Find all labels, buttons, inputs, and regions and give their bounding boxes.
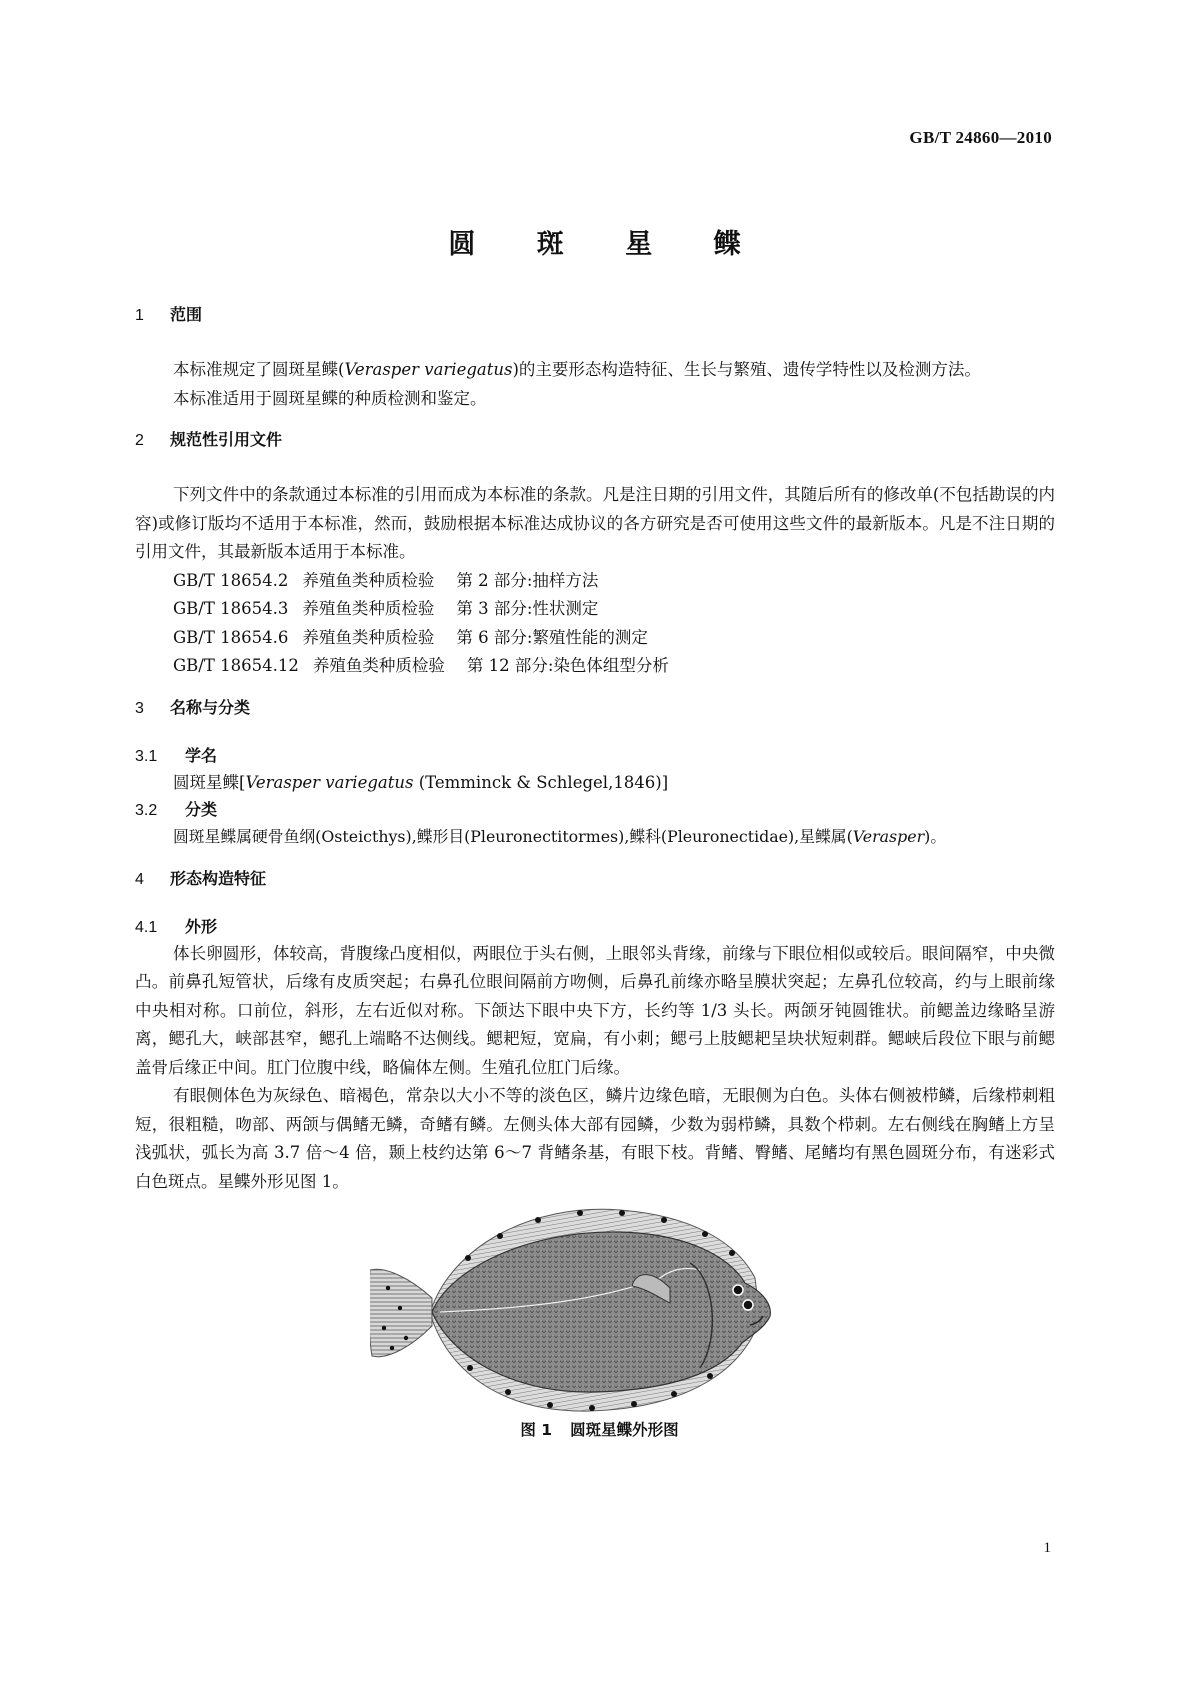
section-2-heading xyxy=(135,427,1055,453)
figure-caption xyxy=(0,1418,1191,1440)
section-title: 名称与分类 xyxy=(170,697,251,717)
subsection-number: 4.1 xyxy=(135,918,158,936)
scientific-name: Verasper variegatus xyxy=(344,360,513,379)
subsection-number: 3.1 xyxy=(135,747,158,765)
reference-code: GB/T 18654.2 xyxy=(173,570,289,590)
reference-item xyxy=(135,652,1055,681)
section-number: 2 xyxy=(135,432,144,449)
reference-title: 养殖鱼类种质检验 xyxy=(302,599,435,618)
subsection-title: 分类 xyxy=(185,800,218,819)
page-number: 1 xyxy=(1043,1540,1051,1556)
section-title: 规范性引用文件 xyxy=(170,430,283,449)
reference-title: 养殖鱼类种质检验 xyxy=(302,570,435,590)
section-2-paragraph-1: 下列文件中的条款通过本标准的引用而成为本标准的条款。凡是注日期的引用文件，其随后所有的修改单(不包括勘误的内容)或修订版均不适用于本标准，然而，鼓励根据本标准达成协议的各方研究是否可使用这些文件的最新版本。凡是不注日期的引用文件，其最新版本适用于本标准。 xyxy=(135,485,1055,561)
scientific-name-line xyxy=(135,769,1055,798)
section-number: 1 xyxy=(135,307,144,324)
figure-caption-text: 圆斑星鲽外形图 xyxy=(570,1421,679,1439)
section-3-heading xyxy=(135,695,1055,721)
section-4-1-paragraph-2: 有眼侧体色为灰绿色、暗褐色，常杂以大小不等的淡色区，鳞片边缘色暗，无眼侧为白色。头体右侧被栉鳞，后缘栉刺粗短，很粗糙，吻部、两颌与偶鳍无鳞，奇鳍有鳞。左侧头体大部有园鳞，少数为弱栉鳞，具数个栉刺。左右侧线在胸鳍上方呈浅弧状，弧长为高 3.7 倍～4 倍，颞上枝约达第 6～7 背鳍条基，有眼下枝。背鳍、臀鳍、尾鳍均有黑色圆斑分布，有迷彩式白色斑点。星鲽外形见图 1。 xyxy=(135,1086,1055,1191)
reference-title: 养殖鱼类种质检验 xyxy=(302,627,435,647)
text: (Temminck & Schlegel,1846)] xyxy=(413,772,669,792)
reference-title: 养殖鱼类种质检验 xyxy=(312,656,445,675)
reference-part: 第 6 部分:繁殖性能的测定 xyxy=(456,627,648,647)
subsection-number: 3.2 xyxy=(135,802,158,819)
reference-item xyxy=(135,624,1055,653)
reference-code: GB/T 18654.3 xyxy=(173,599,289,618)
reference-part: 第 2 部分:抽样方法 xyxy=(456,570,599,590)
tail-fin xyxy=(370,1269,432,1356)
flounder-illustration xyxy=(370,1208,820,1413)
subsection-title: 学名 xyxy=(185,745,218,765)
subsection-3-2-heading xyxy=(135,797,1055,823)
section-1-paragraph-2: 本标准适用于圆斑星鲽的种质检测和鉴定。 xyxy=(173,388,487,408)
section-1-heading xyxy=(135,302,1055,328)
reference-code: GB/T 18654.12 xyxy=(173,656,299,675)
reference-part: 第 12 部分:染色体组型分析 xyxy=(466,656,669,675)
document-body xyxy=(135,302,1055,1196)
subsection-4-1-heading xyxy=(135,914,1055,940)
eye-upper xyxy=(733,1285,743,1295)
section-number: 4 xyxy=(135,870,144,888)
section-title: 形态构造特征 xyxy=(170,868,267,888)
document-title: 圆 斑 星 鲽 xyxy=(448,229,767,260)
scientific-name: Verasper xyxy=(852,827,925,846)
subsection-title: 外形 xyxy=(185,916,218,936)
scientific-name: Verasper variegatus xyxy=(245,772,414,792)
text: )。 xyxy=(924,827,947,846)
classification-line xyxy=(135,823,1055,852)
standard-code: GB/T 24860—2010 xyxy=(909,128,1052,147)
text: 圆斑星鲽[ xyxy=(173,772,246,792)
section-1-paragraph-1 xyxy=(135,356,1055,385)
section-4-heading xyxy=(135,866,1055,892)
subsection-3-1-heading xyxy=(135,743,1055,769)
figure-number: 图 1 xyxy=(520,1421,553,1439)
text: )的主要形态构造特征、生长与繁殖、遗传学特性以及检测方法。 xyxy=(512,360,981,379)
section-title: 范围 xyxy=(170,305,203,324)
text: 圆斑星鲽属硬骨鱼纲(Osteicthys),鲽形目(Pleuronectitormes),鲽科(Pleuronectidae),星鲽属( xyxy=(173,827,853,846)
section-number: 3 xyxy=(135,699,144,717)
reference-item xyxy=(135,567,1055,596)
reference-part: 第 3 部分:性状测定 xyxy=(456,599,599,618)
section-4-1-paragraph-1: 体长卵圆形，体较高，背腹缘凸度相似，两眼位于头右侧，上眼邻头背缘，前缘与下眼位相似或较后。眼间隔窄，中央微凸。前鼻孔短管状，后缘有皮质突起；右鼻孔位眼间隔前方吻侧，后鼻孔前缘亦略呈膜状突起；左鼻孔位较高，约与上眼前缘中央相对称。口前位，斜形，左右近似对称。下颌达下眼中央下方，长约等 1/3 头长。两颌牙钝圆锥状。前鳃盖边缘略呈游离，鳃孔大，峡部甚窄，鳃孔上端略不达侧线。鳃耙短，宽扁，有小刺；鳃弓上肢鳃耙呈块状短刺群。鳃峡后段位下眼与前鳃盖骨后缘正中间。肛门位腹中线，略偏体左侧。生殖孔位肛门后缘。 xyxy=(135,943,1055,1077)
reference-item xyxy=(135,595,1055,624)
reference-code: GB/T 18654.6 xyxy=(173,627,289,647)
text: 本标准规定了圆斑星鲽( xyxy=(173,360,345,379)
eye-lower xyxy=(743,1300,753,1310)
